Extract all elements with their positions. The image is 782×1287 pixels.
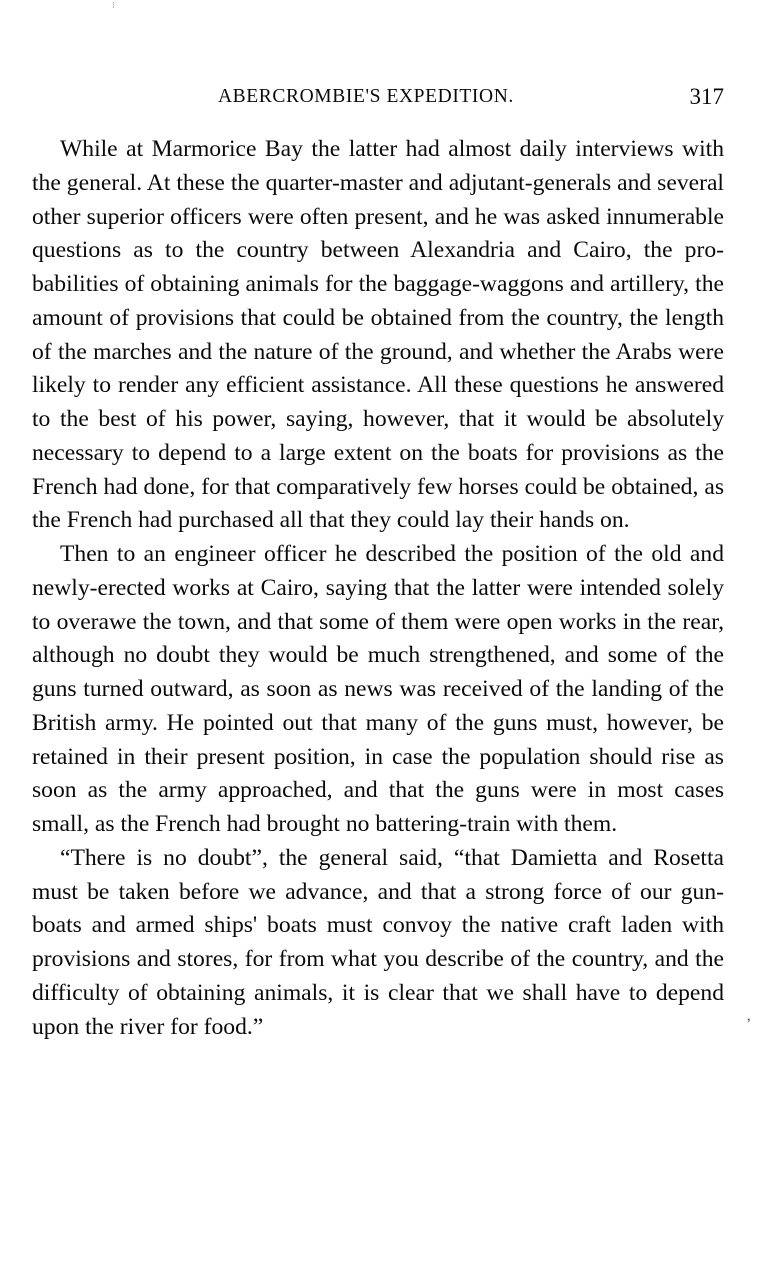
page-header [32, 84, 724, 114]
paragraph: “There is no doubt”, the general said, “that Damietta and Rosetta must be taken before we advance, and that a strong force of our gun-boats and armed ships' boats must convoy the native craft laden with provisions and stores, for from what you describe of the country, and the difficulty of obtaining animals, it is clear that we shall have to depend upon the river for food.” [32, 844, 724, 1040]
body-text [32, 133, 724, 1044]
print-smudge: ⁝ [112, 0, 115, 10]
margin-mark: ’ [746, 1016, 752, 1033]
paragraph: While at Marmorice Bay the latter had almost daily interviews with the general. At these the quarter-master and adjutant-generals and several other superior officers were often present, and he was asked innumerable questions as to the country between Alexandria and Cairo, the probabilities of obtaining animals for the baggage-waggons and artillery, the amount of provisions that could be obtained from the country, the length of the marches and the nature of the ground, and whether the Arabs were likely to render any efficient assistance. All these questions he answered to the best of his power, saying, however, that it would be absolutely necessary to depend to a large extent on the boats for provisions as the French had done, for that comparatively few horses could be obtained, as the French had purchased all that they could lay their hands on. [32, 136, 724, 534]
running-title: ABERCROMBIE'S EXPEDITION. [218, 86, 514, 107]
page-number: 317 [689, 84, 724, 109]
paragraph: Then to an engineer officer he described the position of the old and newly-erected works at Cairo, saying that the latter were intended solely to overawe the town, and that some of them were open works in the rear, although no doubt they would be much strengthened, and some of the guns turned outward, as soon as news was received of the landing of the British army. He pointed out that many of the guns must, however, be retained in their present position, in case the population should rise as soon as the army approached, and that the guns were in most cases small, as the French had brought no battering-train with them. [32, 541, 724, 837]
